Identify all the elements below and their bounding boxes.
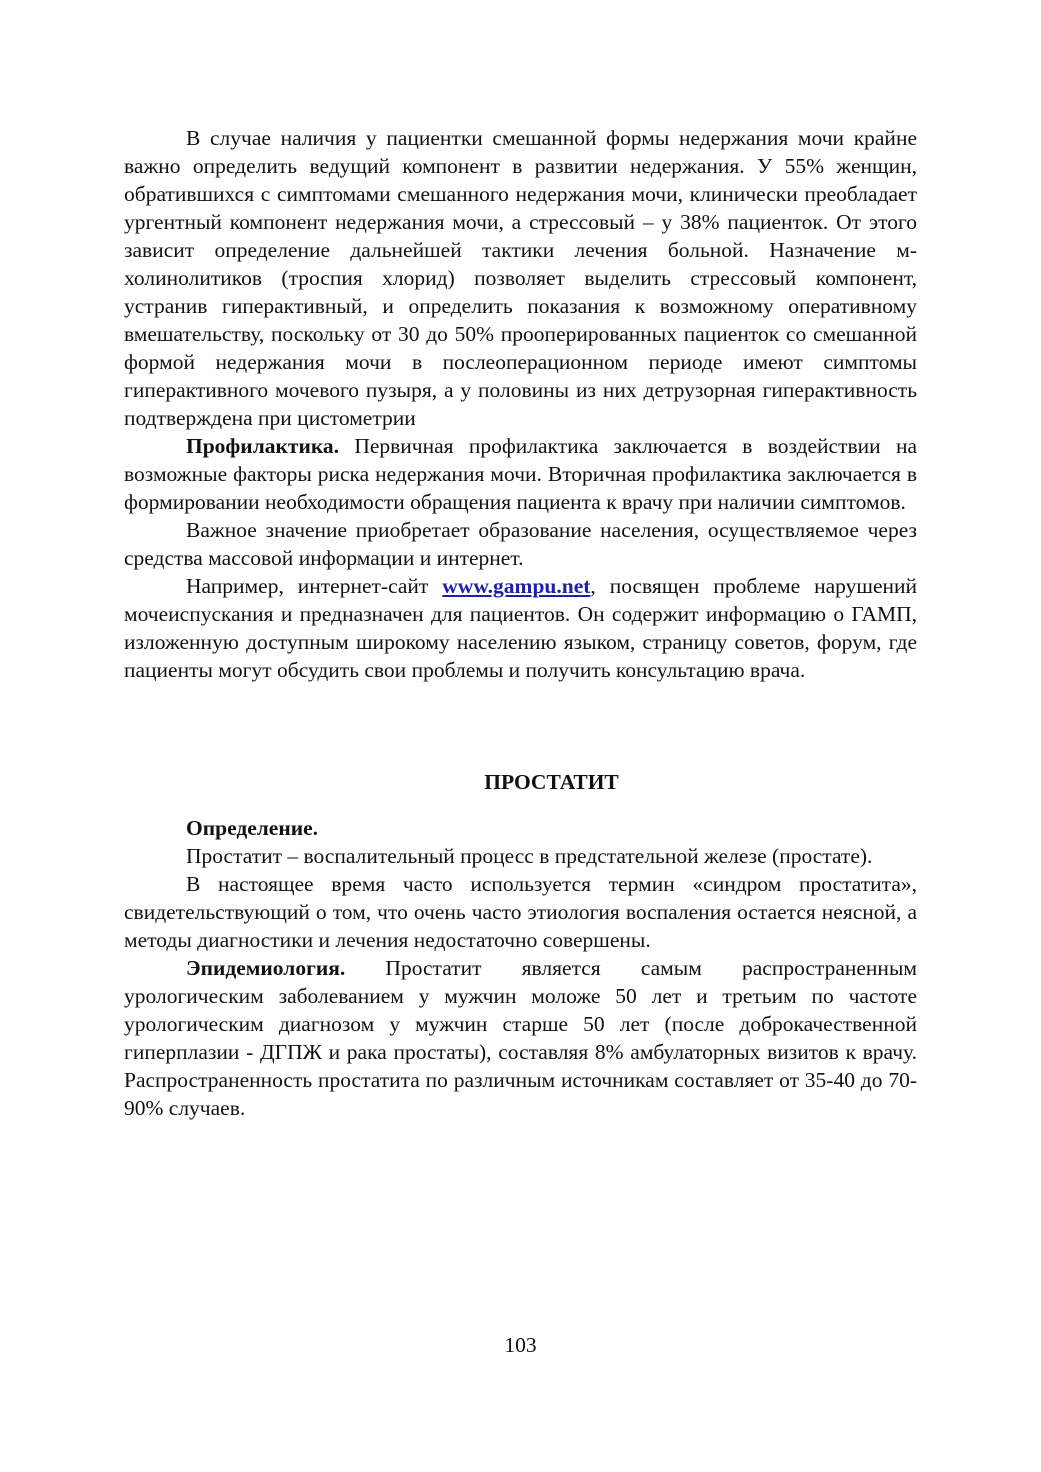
prophylaxis-label: Профилактика. (186, 434, 340, 458)
page-body (124, 124, 917, 1122)
website-link[interactable]: www.gampu.net (442, 574, 591, 598)
epidemiology-label: Эпидемиология. (186, 956, 346, 980)
website-intro: Например, интернет-сайт (186, 574, 443, 598)
definition-label: Определение. (186, 816, 319, 840)
definition-label-line (124, 814, 917, 842)
epidemiology-text: Простатит является самым распространенным урологическим заболеванием у мужчин моложе 50 лет и третьим по частоте урологическим диагнозом у мужчин старше 50 лет (после доброкачественной гиперплазии - ДГПЖ и рака простаты), составляя 8% амбулаторных визитов к врачу. Распространенность простатита по различным источникам составляет от 35-40 до 70-90% случаев. (124, 956, 917, 1120)
paragraph-website (124, 572, 917, 684)
paragraph-definition: Простатит – воспалительный процесс в предстательной железе (простате). (186, 844, 873, 868)
paragraph-mixed-incontinence: В случае наличия у пациентки смешанной формы недержания мочи крайне важно определить ведущий компонент в развитии недержания. У 55% женщин, обратившихся с симптомами смешанного недержания мочи, клинически преобладает ургентный компонент недержания мочи, а стрессовый – у 38% пациенток. От этого зависит определение дальнейшей тактики лечения больной. Назначение м-холинолитиков (троспия хлорид) позволяет выделить стрессовый компонент, устранив гиперактивный, и определить показания к возможному оперативному вмешательству, поскольку от 30 до 50% прооперированных пациенток со смешанной формой недержания мочи в послеоперационном периоде имеют симптомы гиперактивного мочевого пузыря, а у половины из них детрузорная гиперактивность подтверждена при цистометрии (124, 126, 917, 430)
section-heading-prostatitis: ПРОСТАТИТ (484, 770, 619, 794)
prophylaxis-text: Первичная профилактика заключается в воздействии на возможные факторы риска недержания мочи. Вторичная профилактика заключается в формировании необходимости обращения пациента к врачу при наличии симптомов. (124, 434, 917, 514)
paragraph-syndrome: В настоящее время часто используется термин «синдром простатита», свидетельствующий о том, что очень часто этиология воспаления остается неясной, а методы диагностики и лечения недостаточно совершены. (124, 872, 917, 952)
website-description: , посвящен проблеме нарушений мочеиспускания и предназначен для пациентов. Он содержит информацию о ГАМП, изложенную доступным широкому населению языком, страницу советов, форум, где пациенты могут обсудить свои проблемы и получить консультацию врача. (124, 574, 918, 682)
paragraph-prophylaxis (124, 432, 917, 516)
section-spacer (124, 684, 917, 768)
paragraph-education: Важное значение приобретает образование населения, осуществляемое через средства массовой информации и интернет. (124, 518, 917, 570)
heading-spacer (124, 796, 917, 814)
page-number: 103 (504, 1333, 537, 1357)
paragraph-epidemiology (124, 954, 917, 1122)
